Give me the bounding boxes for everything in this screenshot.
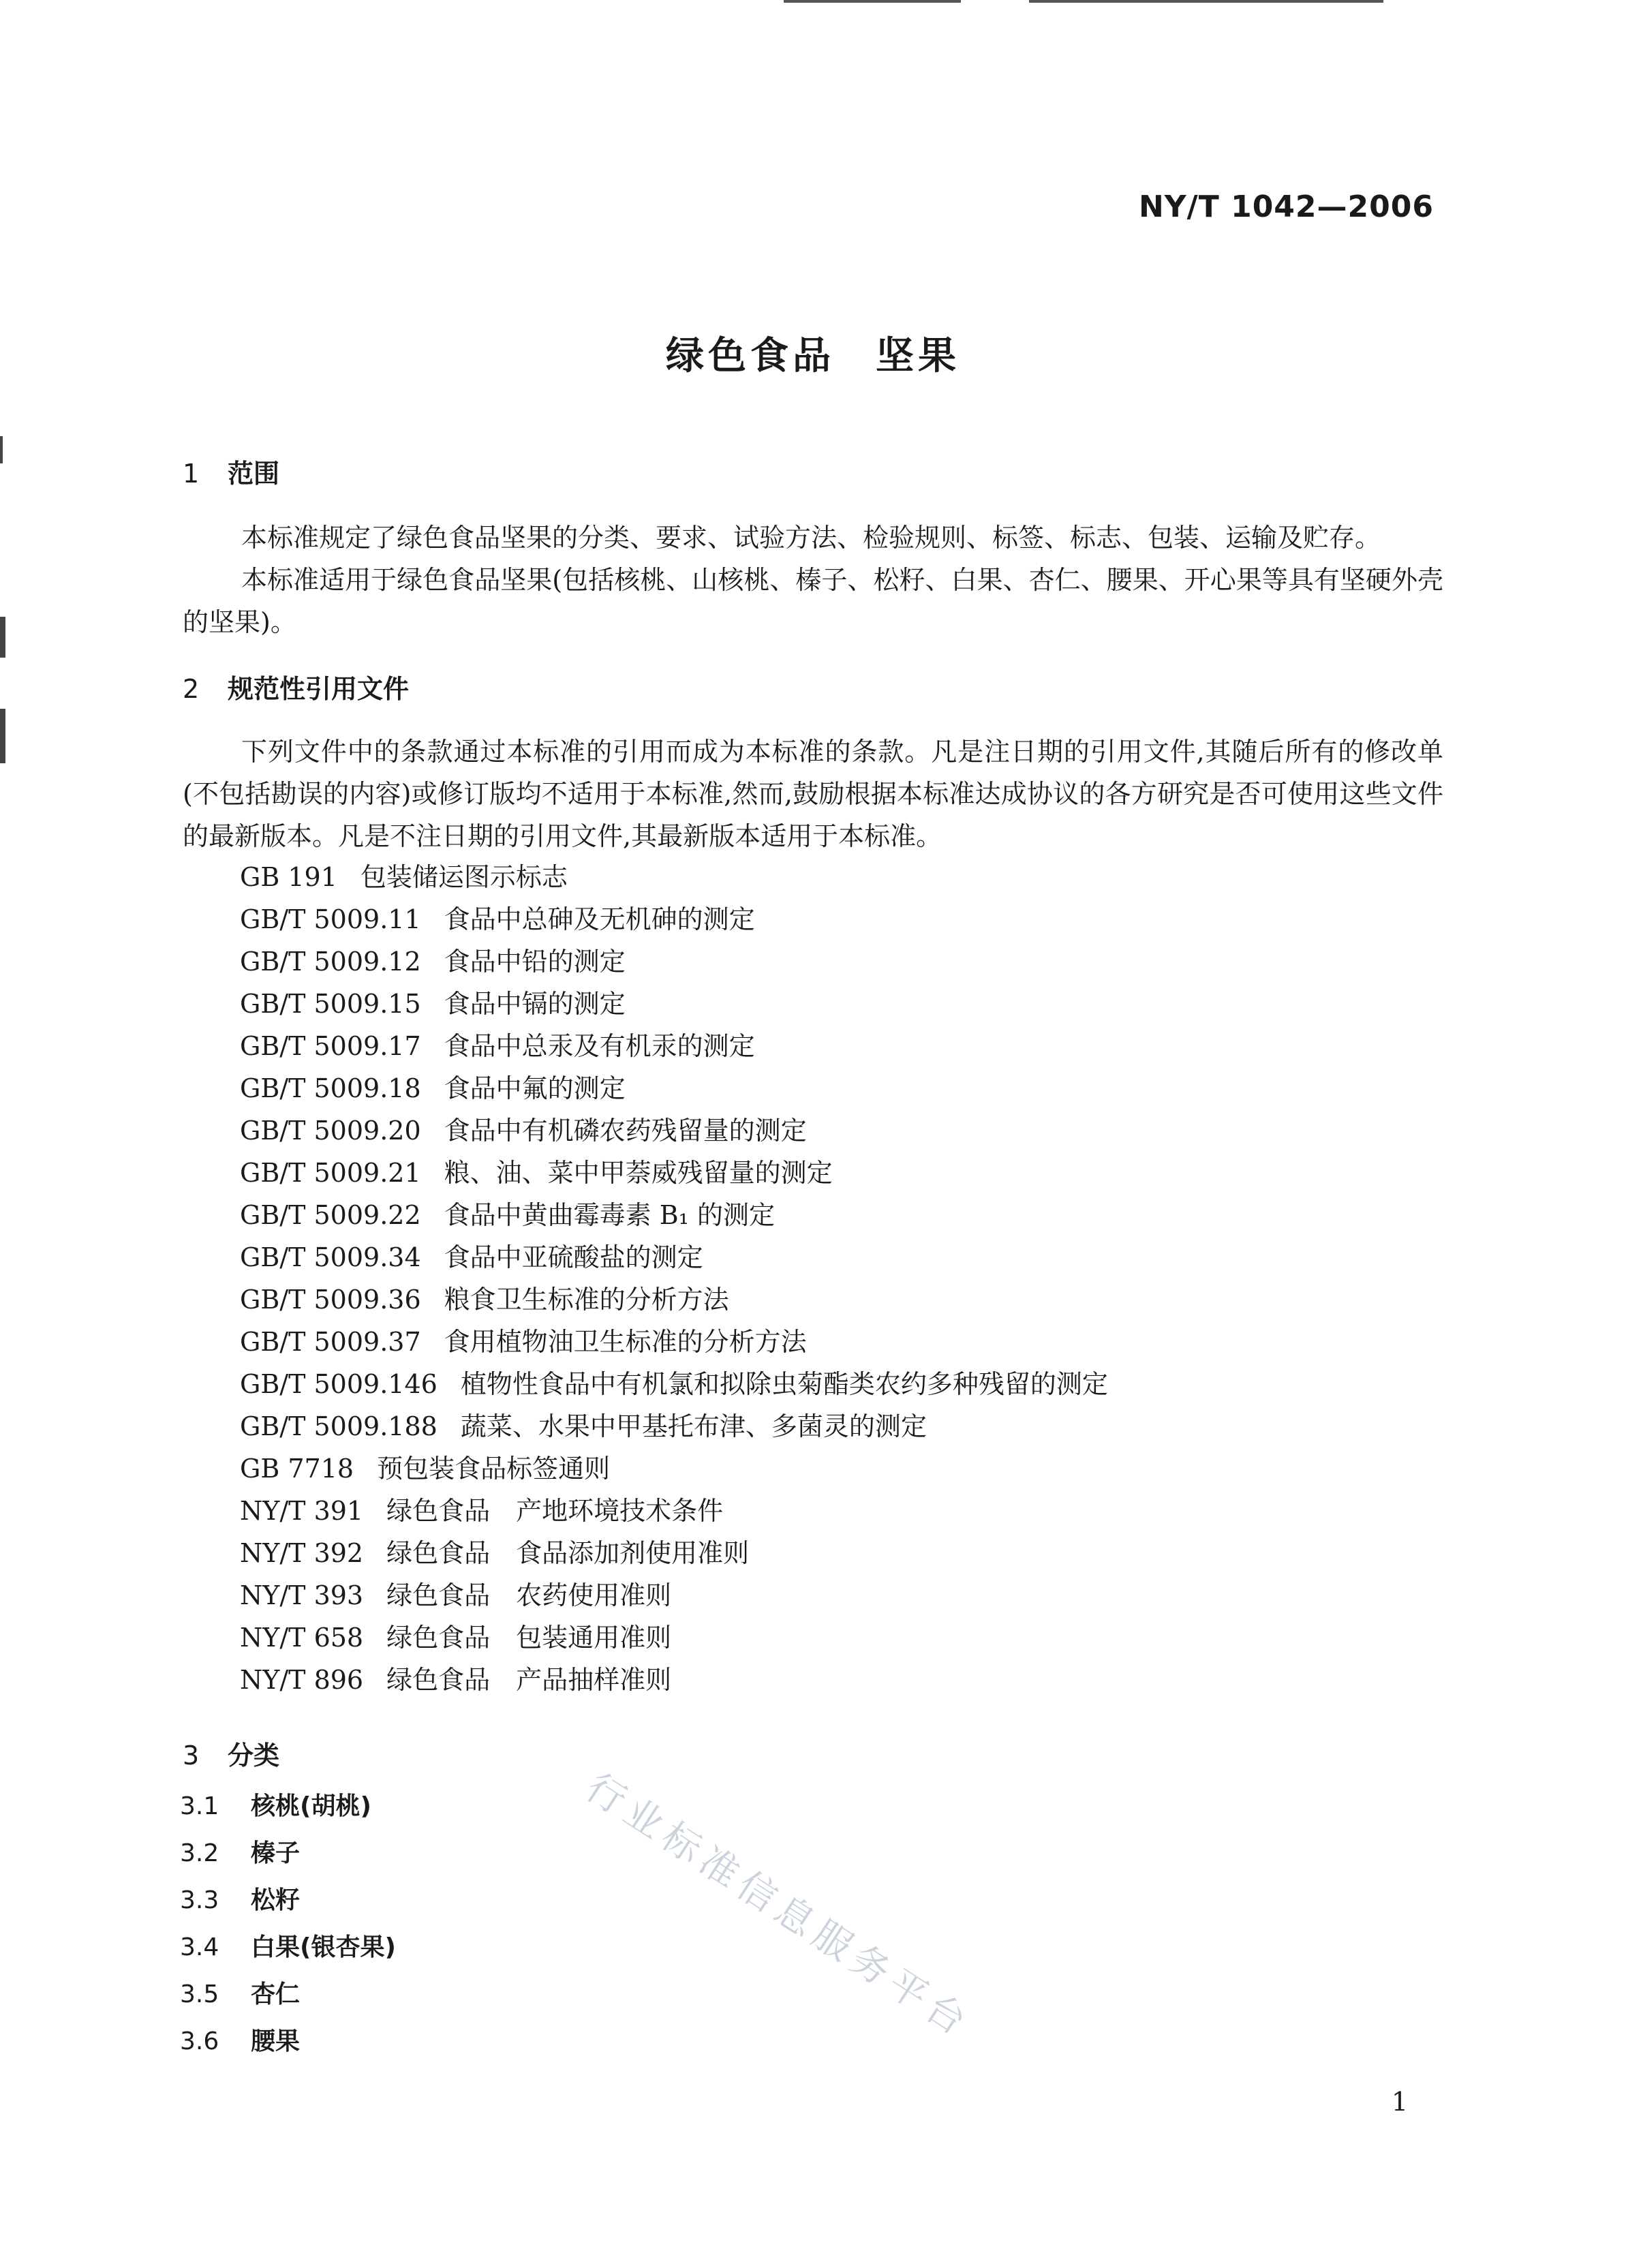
reference-item — [240, 1490, 1108, 1532]
subsection-number: 3.2 — [180, 1839, 219, 1867]
reference-item — [240, 1447, 1108, 1490]
title-part-2: 坚果 — [876, 334, 960, 378]
reference-item — [240, 983, 1108, 1025]
subsection-number: 3.5 — [180, 1980, 219, 2008]
reference-title: 绿色食品 产地环境技术条件 — [386, 1496, 724, 1526]
reference-title: 蔬菜、水果中甲基托布津、多菌灵的测定 — [460, 1411, 927, 1441]
reference-title: 食品中总砷及无机砷的测定 — [444, 904, 755, 934]
section-2-title: 规范性引用文件 — [228, 674, 410, 704]
reference-item — [240, 1194, 1108, 1236]
classification-item — [180, 1924, 396, 1971]
subsection-label: 榛子 — [251, 1839, 301, 1867]
classification-list — [180, 1783, 396, 2065]
reference-code: GB/T 5009.18 — [240, 1073, 421, 1103]
subsection-number: 3.3 — [180, 1886, 219, 1914]
section-1-heading — [183, 453, 279, 490]
reference-item — [240, 1363, 1108, 1405]
reference-item — [240, 898, 1108, 940]
section-1-paragraph-1: 本标准规定了绿色食品坚果的分类、要求、试验方法、检验规则、标签、标志、包装、运输及贮存。 — [241, 523, 1381, 553]
classification-item — [180, 2018, 396, 2065]
section-2-number: 2 — [183, 674, 200, 704]
title-part-1: 绿色食品 — [666, 334, 835, 378]
reference-title: 绿色食品 食品添加剂使用准则 — [386, 1538, 750, 1568]
standard-code: NY/T 1042—2006 — [1138, 189, 1434, 224]
reference-title: 粮、油、菜中甲萘威残留量的测定 — [444, 1158, 833, 1188]
reference-code: GB/T 5009.37 — [240, 1327, 421, 1357]
subsection-label: 腰果 — [251, 2027, 301, 2055]
reference-title: 食用植物油卫生标准的分析方法 — [444, 1327, 807, 1357]
reference-title: 食品中有机磷农药残留量的测定 — [444, 1116, 807, 1146]
reference-title: 绿色食品 农药使用准则 — [386, 1580, 672, 1610]
reference-code: GB/T 5009.36 — [240, 1285, 421, 1315]
subsection-number: 3.1 — [180, 1792, 219, 1820]
reference-code: GB/T 5009.21 — [240, 1158, 421, 1188]
reference-title: 食品中氟的测定 — [444, 1073, 626, 1103]
section-3-title: 分类 — [228, 1741, 280, 1771]
reference-title: 食品中总汞及有机汞的测定 — [444, 1031, 755, 1061]
reference-code: NY/T 658 — [240, 1623, 364, 1653]
reference-code: GB/T 5009.22 — [240, 1200, 421, 1230]
reference-title: 绿色食品 包装通用准则 — [386, 1623, 672, 1653]
subsection-label: 白果(银杏果) — [251, 1933, 396, 1961]
reference-code: GB/T 5009.11 — [240, 904, 421, 934]
reference-code: GB/T 5009.17 — [240, 1031, 421, 1061]
subsection-label: 核桃(胡桃) — [251, 1792, 371, 1820]
classification-item — [180, 1830, 396, 1877]
reference-item — [240, 1405, 1108, 1447]
reference-code: GB/T 5009.20 — [240, 1116, 421, 1146]
reference-code: GB 7718 — [240, 1454, 354, 1484]
scan-artifact-left-2 — [0, 617, 5, 658]
reference-item — [240, 1574, 1108, 1616]
page-number: 1 — [1391, 2087, 1408, 2117]
reference-code: GB/T 5009.188 — [240, 1411, 438, 1441]
section-1-title: 范围 — [228, 459, 280, 489]
reference-title: 食品中黄曲霉毒素 B₁ 的测定 — [444, 1200, 775, 1230]
reference-title: 包装储运图示标志 — [360, 862, 568, 892]
section-1-number: 1 — [183, 459, 200, 489]
reference-code: GB/T 5009.15 — [240, 989, 421, 1019]
subsection-number: 3.4 — [180, 1933, 219, 1961]
reference-item — [240, 1659, 1108, 1701]
reference-item — [240, 1152, 1108, 1194]
reference-item — [240, 1067, 1108, 1109]
reference-code: NY/T 896 — [240, 1665, 364, 1695]
reference-code: GB/T 5009.12 — [240, 947, 421, 977]
reference-code: NY/T 391 — [240, 1496, 364, 1526]
reference-list — [240, 856, 1108, 1701]
reference-title: 食品中亚硫酸盐的测定 — [444, 1242, 703, 1272]
section-1-paragraph-2: 本标准适用于绿色食品坚果(包括核桃、山核桃、榛子、松籽、白果、杏仁、腰果、开心果等具有坚硬外壳的坚果)。 — [183, 565, 1443, 637]
reference-item — [240, 1025, 1108, 1067]
subsection-label: 松籽 — [251, 1886, 301, 1914]
reference-item — [240, 1109, 1108, 1152]
scan-artifact-top-2 — [1029, 0, 1383, 3]
watermark: 行业标准信息服务平台 — [578, 1765, 979, 2048]
classification-item — [180, 1783, 396, 1830]
reference-code: NY/T 392 — [240, 1538, 364, 1568]
section-3-number: 3 — [183, 1741, 200, 1771]
subsection-number: 3.6 — [180, 2027, 219, 2055]
reference-item — [240, 1321, 1108, 1363]
classification-item — [180, 1971, 396, 2018]
section-3-heading — [183, 1734, 279, 1772]
reference-title: 绿色食品 产品抽样准则 — [386, 1665, 672, 1695]
reference-code: GB 191 — [240, 862, 337, 892]
section-2-intro: 下列文件中的条款通过本标准的引用而成为本标准的条款。凡是注日期的引用文件,其随后所有的修改单(不包括勘误的内容)或修订版均不适用于本标准,然而,鼓励根据本标准达成协议的各方研究是否可使用这些文件的最新版本。凡是不注日期的引用文件,其最新版本适用于本标准。 — [183, 737, 1443, 851]
reference-code: GB/T 5009.146 — [240, 1369, 438, 1399]
reference-title: 植物性食品中有机氯和拟除虫菊酯类农约多种残留的测定 — [460, 1369, 1108, 1399]
reference-item — [240, 1236, 1108, 1278]
scan-artifact-left-3 — [0, 709, 5, 763]
reference-item — [240, 1616, 1108, 1659]
reference-title: 粮食卫生标准的分析方法 — [444, 1285, 729, 1315]
reference-title: 食品中铅的测定 — [444, 947, 626, 977]
reference-item — [240, 856, 1108, 898]
reference-title: 预包装食品标签通则 — [377, 1454, 611, 1484]
reference-item — [240, 1278, 1108, 1321]
reference-item — [240, 940, 1108, 983]
document-title — [0, 326, 1626, 380]
reference-title: 食品中镉的测定 — [444, 989, 626, 1019]
scan-artifact-left-1 — [0, 436, 3, 463]
section-2-heading — [183, 668, 409, 705]
classification-item — [180, 1877, 396, 1924]
reference-item — [240, 1532, 1108, 1574]
subsection-label: 杏仁 — [251, 1980, 301, 2008]
scan-artifact-top-1 — [784, 0, 961, 3]
reference-code: GB/T 5009.34 — [240, 1242, 421, 1272]
reference-code: NY/T 393 — [240, 1580, 364, 1610]
